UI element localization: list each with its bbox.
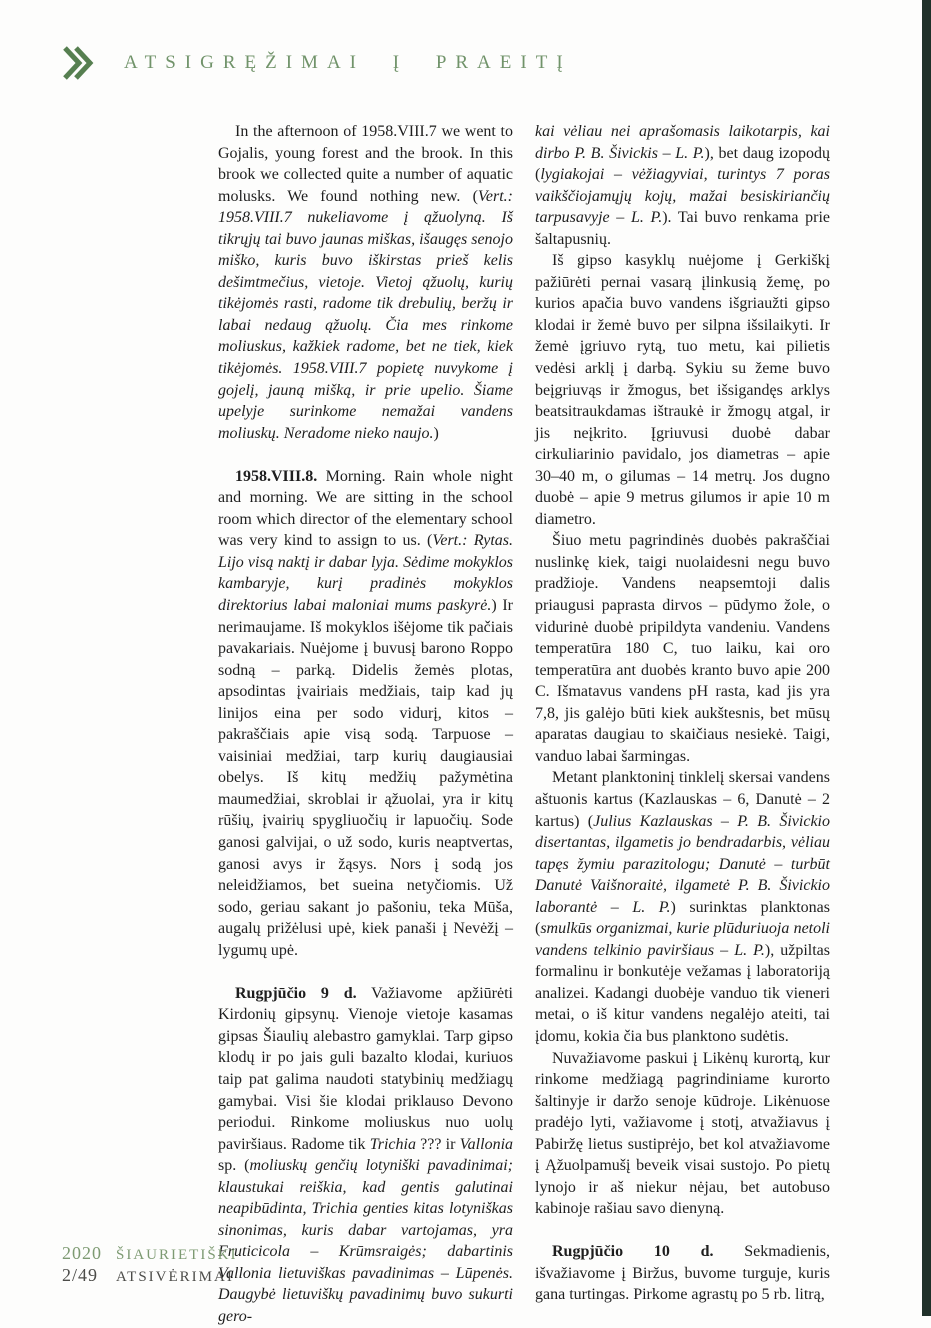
page-edge-bar (922, 0, 931, 1316)
paragraph-diary-1958-viii-8: 1958.VIII.8. Morning. Rain whole night and morning. We are sitting in the school room which director of the elementary school was very kind to assign to us. (Vert.: Rytas. Lijo visą naktį ir dabar lyja. Sėdime mokyklos kambaryje, kurį pradinės mokyklos direktorius labai maloniai mums paskyrė.) Ir nerimaujame. Iš mokyklos išėjome tik pačiais pavakariais. Nuėjome į buvusį barono Roppo sodną – parką. Didelis žemės plotas, apsodintas įvairiais medžiais, taip kad jų linijos eina per sodo vidurį, kitos – pakraščiais apie visą sodą. Tarpuose – vaisiniai medžiai, tarp kurių daugiausiai obelys. Iš kitų medžių pažymėtina maumedžiai, skroblai ir ąžuolai, yra ir kitų rūšių, įvairių spygliuočių ir lapuočių. Sode ganosi galvijai, o už sodo, kuris neaptvertas, ganosi avys ir žąsys. Nors į sodą jos neleidžiamos, bet sueina netyčiomis. Už sodo, geriau sakant jo pašoniu, teka Mūša, augalų prižėlusi upė, kiek panaši į Nevėžį – lygumų upė. (218, 467, 514, 959)
article-body (218, 121, 830, 1328)
footer-magazine-name-line2: ATSIVĖRIMAI (116, 1269, 234, 1285)
footer-line-2 (62, 1265, 238, 1287)
paragraph-diary-august-9: Rugpjūčio 9 d. Važiavome apžiūrėti Kirdonių gipsynų. Vienoje vietoje kasamas gipsas Šiaulių alebastro gamyklai. Tarp gipso klodų ir po jais guli bazalto klodai, kuriuos taip pat galima naudoti statybinių medžiagų gamybai. Visi šie klodai priklauso Devono periodui. Rinkome moliuskus nuo uolų paviršiaus. Radome tik Trichia ??? ir Vallonia sp. (moliuskų genčių lotyniški pavadinimai; klaustukai reiškia, kad gentis galutinai neapibūdinta, Trichia genties kitas lotyniškas sinonimas, kuris dabar vartojamas, yra Fruticicola – Krūmsraigės; dabartinis Vallonia lietuviškas pavadinimas – Lūpenės. Daugybė lietuviškų pavadinimų buvo sukurti gero- (218, 984, 514, 1325)
footer-year: 2020 (62, 1243, 102, 1263)
footer-magazine-name-line1: ŠIAURIETIŠKI (116, 1247, 238, 1263)
footer-page-issue-number: 2/49 (62, 1265, 99, 1285)
paragraph-diary-1958-viii-7: In the afternoon of 1958.VIII.7 we went to Gojalis, young forest and the brook. In this brook we collected quite a number of aquatic molusks. We found nothing new. (Vert.: 1958.VIII.7 nukeliavome į ąžuolyną. Iš tikrųjų tai buvo jaunas miškas, išaugęs senojo miško, kuris buvo iškirstas prieš kelis dešimtmečius, vietoje. Vietoj ąžuolų, kurių tikėjomės rasti, radome tik drebulių, beržų ir labai nedaug ąžuolų. Čia mes rinkome moliuskus, kažkiek radome, bet ne tiek, kiek tikėjomės. 1958.VIII.7 popietę nuvykome į gojelį, jauną mišką, ir prie upelio. Šiame upelyje surinkome nemažai vandens moliuskų. Neradome nieko naujo.) (218, 123, 513, 442)
paragraph-diary-august-10: Rugpjūčio 10 d. Sekmadienis, išvažiavome į Biržus, buvome turguje, kuris gana turtingas. Pirkome agrastų po 5 rb. litrą, (535, 1243, 830, 1304)
paragraph-gypsum-mines: Iš gipso kasyklų nuėjome į Gerkiškį pažiūrėti pernai vasarą įlinkusią žemę, po kurios apačia buvo vandens išgriaužti gipso klodai ir žemė buvo per silpna išsilaikyti. Ir žemė įgriuvo rytą, tuo metu, kai pilietis vedėsi arklį į darbą. Sykiu su žeme buvo beįgriuvąs ir žmogus, bet išsigandęs arklys beatsitraukdamas ištraukė ir žmogų atgal, ir jis neįkrito. Įgriuvusi duobė dabar cirkuliarinio pavidalo, jos diametras – apie 30–40 m, o gilumas – 14 metrų. Jos dugno duobė – apie 9 metrus gilumos ir apie 10 m diametro. (535, 252, 830, 528)
paragraph-sinkhole-now: Šiuo metu pagrindinės duobės pakraščiai nuslinkę kiek, taigi nuolaidesni negu buvo pradžioje. Vandens neapsemtoji dalis priaugusi paprasta dirvos – pūdymo žole, o vidurinė duobė pripildyta vandeniu. Vandens temperatūra 180 C, tuo laiku, kai oro temperatūra ant duobės kranto buvo apie 200 C. Išmatavus vandens pH rasta, kad jis yra 7,8, jis galėjo būti kiek aukštesnis, bet mūsų aparatas daugiau to skaičiaus nesiekė. Taigi, vanduo labai šarmingas. (535, 532, 830, 765)
page-footer (62, 1243, 238, 1287)
text-column-right (535, 121, 830, 1328)
section-title: ATSIGRĘŽIMAI Į PRAEITĮ (124, 52, 572, 73)
text-column-left (218, 121, 513, 1328)
paragraph-likenai-resort: Nuvažiavome paskui į Likėnų kurortą, kur rinkome medžiagą pagrindiniame kurorto šaltinyje ir daržo senoje kūdroje. Likėnuose pradėjo lyti, važiavome į stotį, atvažiavus į Pabiržę lietus sustiprėjo, bet kol atvažiavome į Ąžuolpamušį beveik visai sustojo. Po pietų lynojo ir aš niekur nėjau, bet autobuso kabinoje rašiau savo dienyną. (535, 1049, 830, 1218)
section-header (62, 44, 572, 82)
paragraph-continuation: kai vėliau nei aprašomasis laikotarpis, kai dirbo P. B. Šivickis – L. P.), bet daug izopodų (lygiakojai – vėžiagyviai, turintys 7 poras vaikščiojamųjų kojų, mažai besiskiriančių tarpusavyje – L. P.). Tai buvo renkama prie šaltapusnių. (535, 123, 830, 248)
footer-line-1 (62, 1243, 238, 1265)
double-chevron-icon (62, 44, 94, 82)
paragraph-plankton-net: Metant planktoninį tinklelį skersai vandens aštuonis kartus (Kazlauskas – 6, Danutė – 2 kartus) (Julius Kazlauskas – P. B. Šivickio disertantas, ilgametis jo bendradarbis, vėliau tapęs žymiu parazitologu; Danutė – turbūt Danutė Vaišnoraitė, ilgametė P. B. Šivickio laborantė – L. P.) surinktas planktonas (smulkūs organizmai, kurie plūduriuoja netoli vandens telkinio paviršiaus – L. P.), užpiltas formalinu ir bonkutėje vežamas į laboratoriją analizei. Kadangi duobėje vanduo tik vieneri metai, o iš kitur vandens negalėjo ateiti, tai įdomu, kokia čia bus planktono sudėtis. (535, 769, 831, 1045)
